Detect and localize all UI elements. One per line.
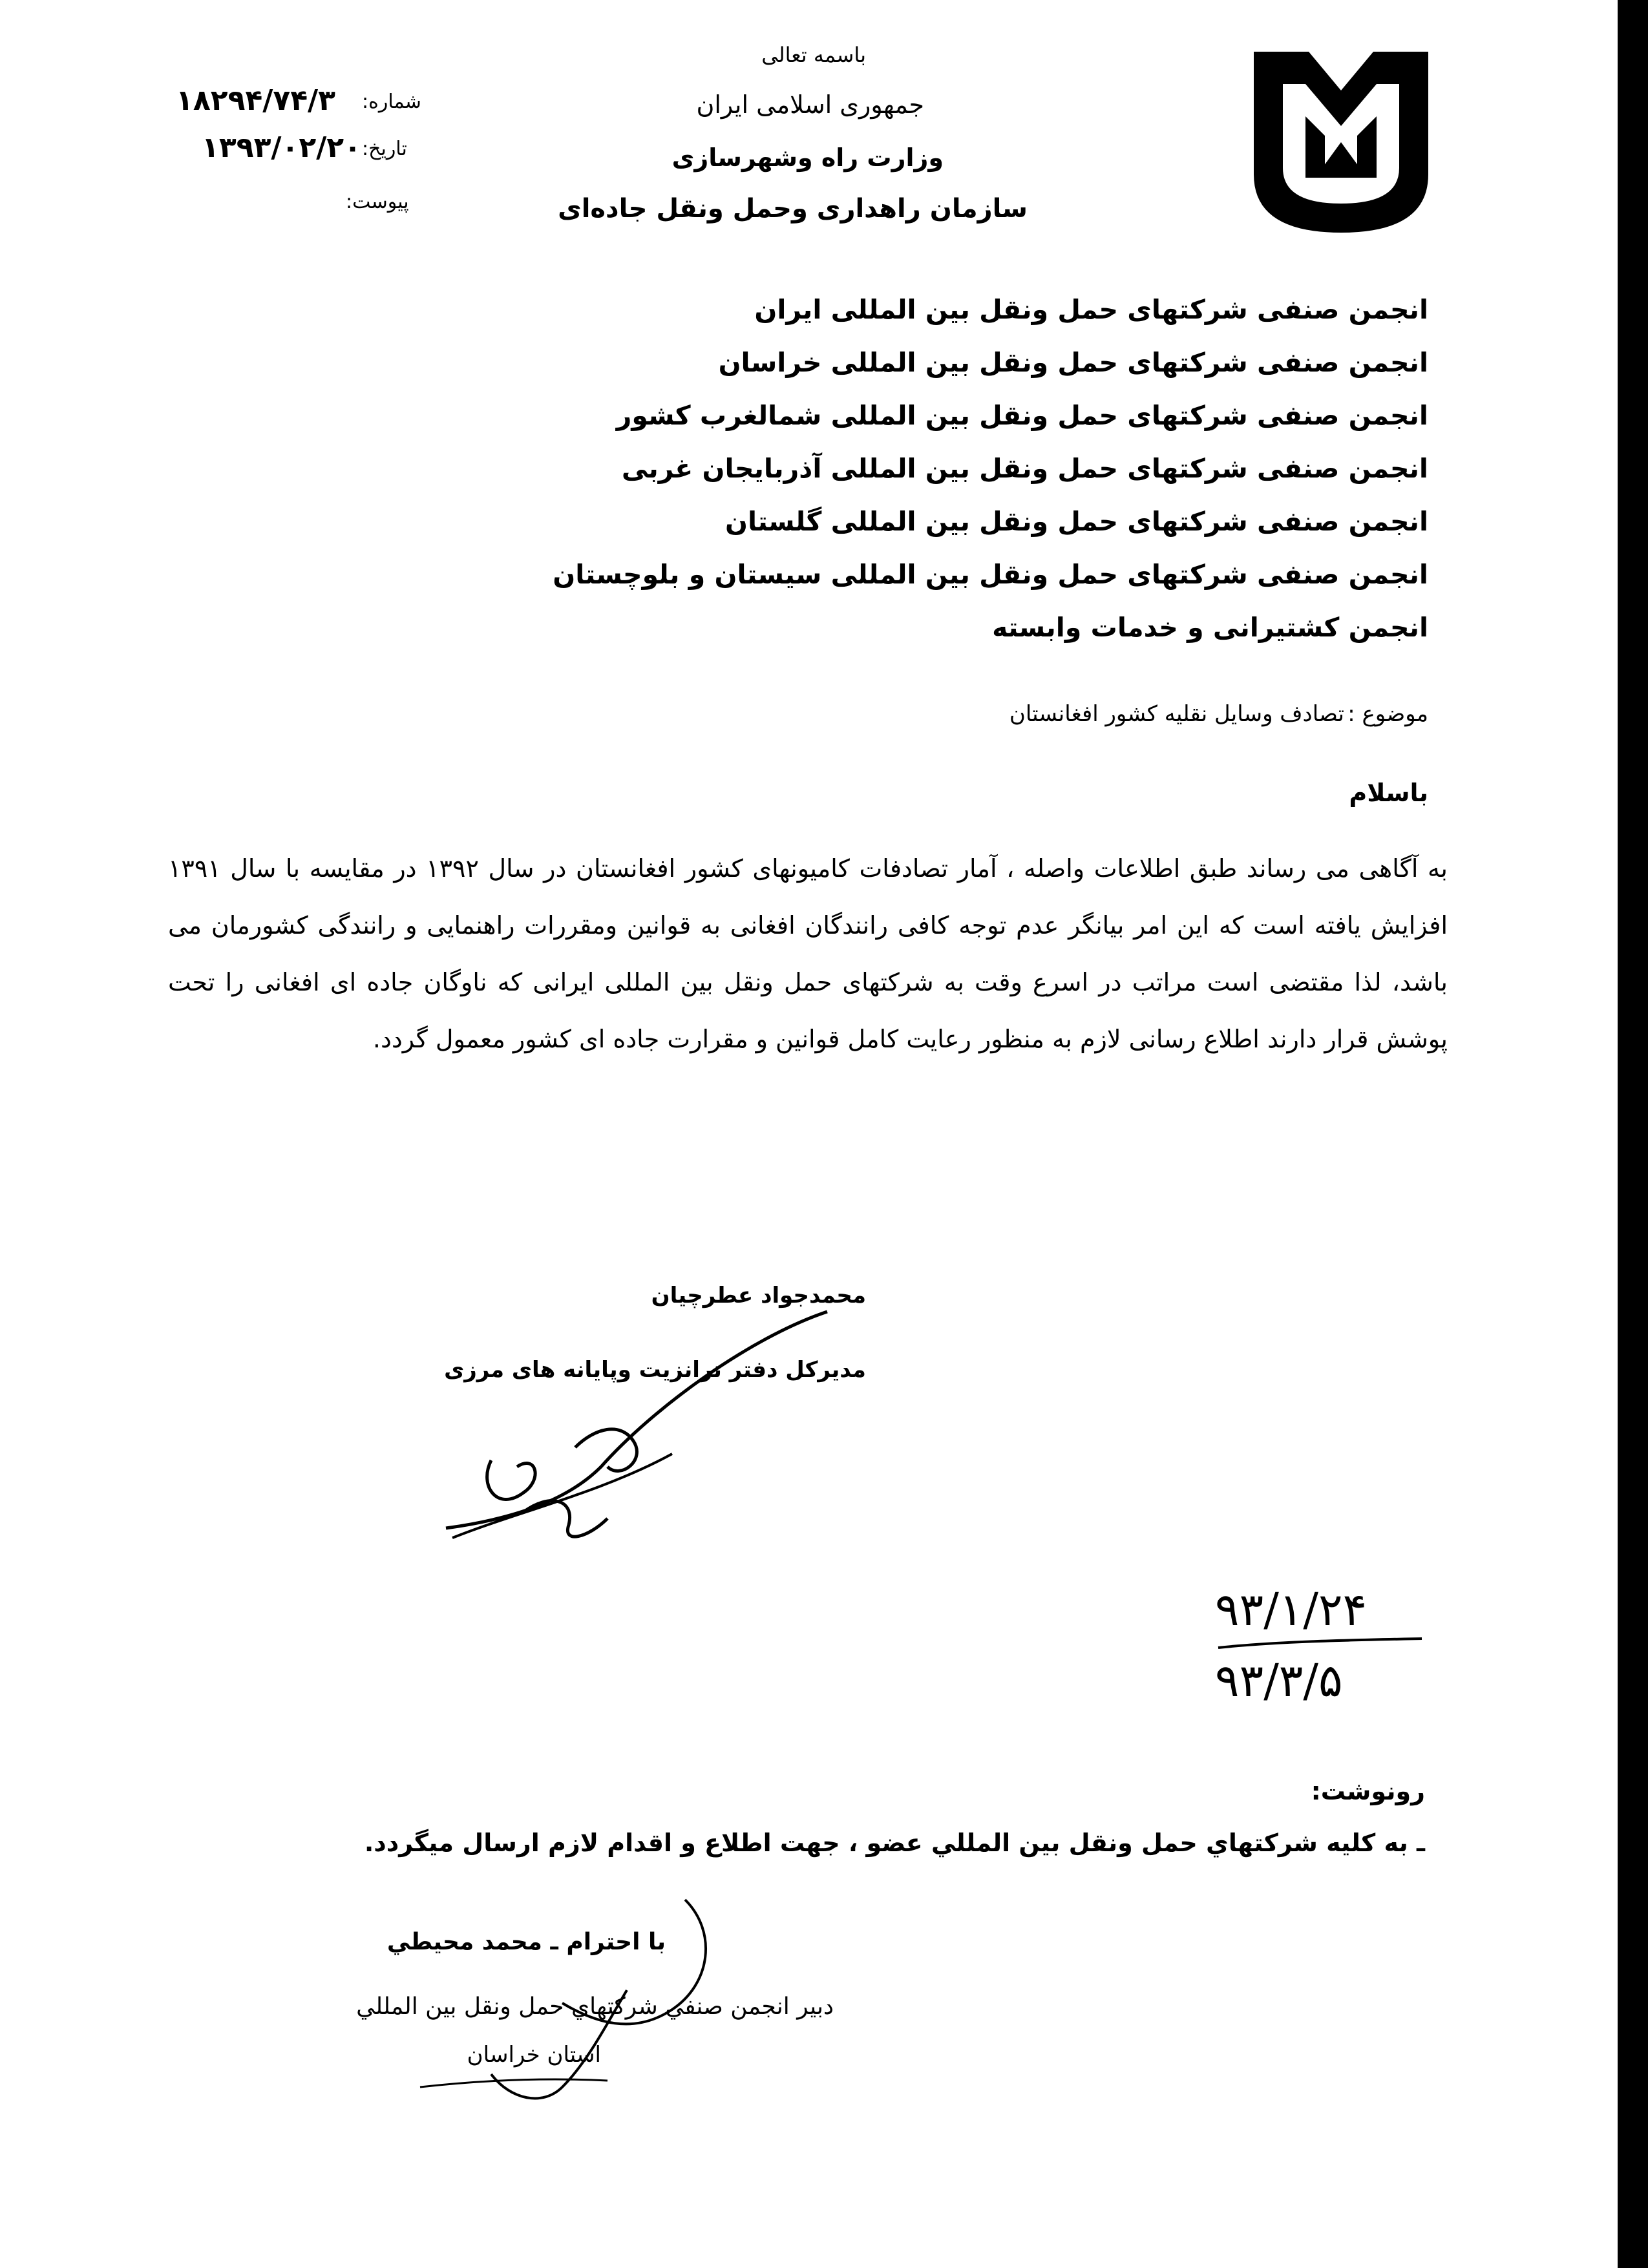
- invocation: باسمه تعالی: [761, 43, 866, 67]
- recipient-4: انجمن صنفی شرکتهای حمل ونقل بین المللی آذربایجان غربی: [621, 453, 1428, 484]
- signer-name: محمدجواد عطرچیان: [651, 1283, 866, 1308]
- cc-signature-scribble: [414, 1893, 750, 2106]
- greeting: باسلام: [1349, 779, 1428, 807]
- number-label: شماره:: [362, 90, 421, 113]
- date-value: ۱۳۹۳/۰۲/۲۰: [202, 131, 361, 164]
- cc-title-line1: دبير انجمن صنفي شركتهاي حمل ونقل بين المللي: [356, 1993, 834, 2020]
- signature-scribble: [439, 1299, 840, 1570]
- handwritten-date-2: ۹۳/۳/۵: [1215, 1654, 1343, 1707]
- number-value: ۱۸۲۹۴/۷۴/۳: [176, 84, 335, 117]
- recipient-1: انجمن صنفی شرکتهای حمل ونقل بین المللی ایران: [754, 294, 1428, 325]
- ministry-name: وزارت راه وشهرسازی: [671, 143, 944, 172]
- handwritten-date-1: ۹۳/۱/۲۴: [1215, 1583, 1368, 1636]
- recipient-7: انجمن کشتیرانی و خدمات وابسته: [992, 612, 1428, 643]
- body-paragraph: به آگاهی می رساند طبق اطلاعات واصله ، آمار تصادفات کامیونهای کشور افغانستان در سال ۱۳۹۲ در مقایسه با سال ۱۳۹۱ افزایش یافته است که این امر بیانگر عدم توجه کافی رانندگان افغانی به قوانین ومقررات راهنمایی و رانندگی کشورمان می باشد، لذا مقتضی است مراتب در اسرع وقت به شرکتهای حمل ونقل بین المللی ایرانی که ناوگان جاده ای افغانی را تحت پوشش قرار دارند اطلاع رسانی لازم به منظور رعایت کامل قوانین و مقرارت جاده ای کشور معمول گردد.: [168, 854, 1448, 1053]
- recipient-2: انجمن صنفی شرکتهای حمل ونقل بین المللی خراسان: [718, 347, 1428, 378]
- cc-text: ـ به كليه شركتهاي حمل ونقل بين المللي عضو ، جهت اطلاع و اقدام لازم ارسال ميگردد.: [364, 1829, 1425, 1857]
- rmto-logo: [1247, 45, 1435, 239]
- scan-edge-bar: [1618, 0, 1648, 2268]
- subject-text: تصادف وسایل نقلیه کشور افغانستان: [1009, 701, 1344, 727]
- recipient-6: انجمن صنفی شرکتهای حمل ونقل بین المللی سیستان و بلوچستان: [553, 559, 1428, 590]
- organization-name: سازمان راهداری وحمل ونقل جاده‌ای: [558, 194, 1028, 224]
- cc-regards: با احترام ـ محمد محيطي: [386, 1929, 666, 1955]
- recipient-3: انجمن صنفی شرکتهای حمل ونقل بین المللی شمالغرب کشور: [616, 400, 1428, 431]
- cc-label: رونوشت:: [1311, 1777, 1425, 1805]
- country-name: جمهوری اسلامی ایران: [696, 90, 924, 119]
- cc-title-line2: استان خراسان: [467, 2042, 601, 2068]
- subject-label: موضوع :: [1347, 701, 1428, 727]
- date-label: تاریخ:: [362, 138, 407, 160]
- recipient-5: انجمن صنفی شرکتهای حمل ونقل بین المللی گلستان: [724, 506, 1428, 537]
- signer-title: مدیرکل دفتر ترانزیت وپایانه های مرزی: [444, 1357, 866, 1383]
- handwritten-underline: [1215, 1635, 1428, 1654]
- attachment-label: پیوست:: [346, 191, 409, 213]
